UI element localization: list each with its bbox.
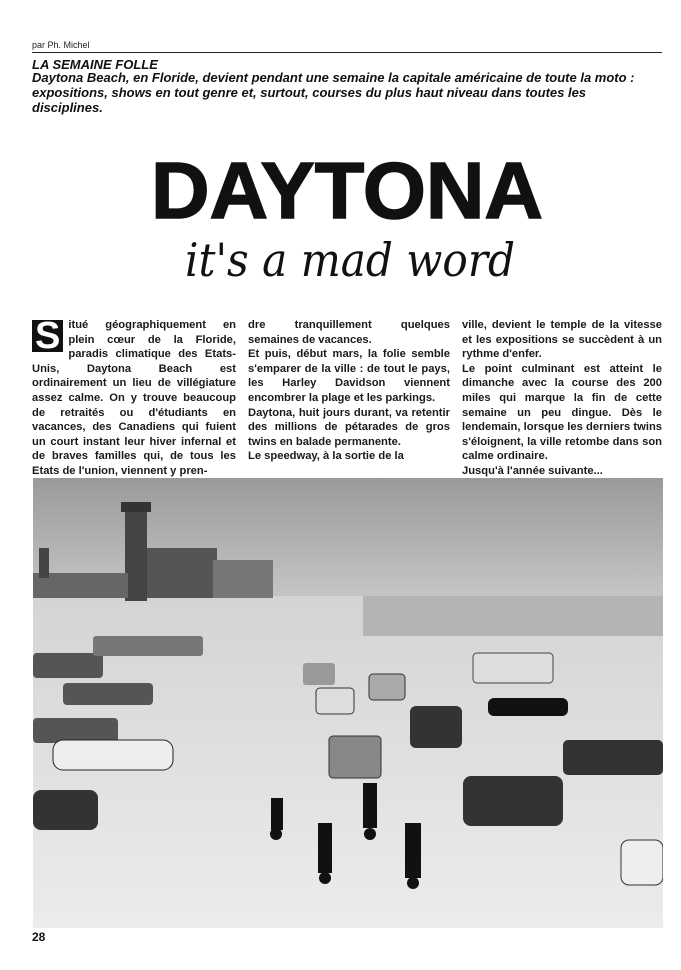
- building: [147, 548, 217, 598]
- tower: [125, 506, 147, 601]
- header-rule: [32, 52, 662, 53]
- spire: [39, 548, 49, 578]
- building-2: [213, 560, 273, 598]
- tagline-text: it's a mad word: [185, 233, 515, 287]
- article-column-3: [462, 318, 662, 479]
- logo-title: DAYTONA: [151, 150, 543, 222]
- article-lede: Daytona Beach, en Floride, devient pendant une semaine la capitale américaine de toute la moto : expositions, shows en tout genre et, surtout, courses du plus haut niveau dans toutes les disciplines.: [32, 70, 635, 115]
- column-2-text: dre tranquillement quelques semaines de vacances. Et puis, début mars, la folie semble s'emparer de la ville : de tout le pays, les Harley Davidson viennent encombrer la plage et les parkings. Daytona, huit jours durant, va retentir des millions de pétarades de gros twins en balade permanente. Le speedway, à la sortie de la: [248, 319, 450, 463]
- ocean: [363, 596, 663, 636]
- beach-photo: [33, 478, 663, 928]
- tagline: [180, 226, 520, 296]
- section-kicker: LA SEMAINE FOLLE: [32, 57, 158, 72]
- column-3-text: ville, devient le temple de la vitesse et les expositions se succèdent à un rythme d'enfer. Le point culminant est atteint le dimanche avec la course des 200 miles qui marque la fin de cette semaine un peu dingue. Dès le lendemain, lorsque les derniers twins s'éloignent, la ville retombe dans son calme ordinaire. Jusqu'à l'année suivante...: [462, 319, 662, 477]
- daytona-logo: [150, 150, 545, 222]
- article-column-1: [32, 315, 236, 479]
- article-column-2: [248, 318, 450, 464]
- tower-top: [121, 502, 151, 512]
- page-number: 28: [32, 930, 46, 944]
- drop-cap: S: [32, 320, 63, 352]
- column-1-text: itué géographiquement en plein cœur de la Floride, paradis climatique des Etats-Unis, Daytona Beach est ordinairement un lieu de villégiature assez calme. On y trouve beaucoup de retraités ou d'étudiants en vacances, des Canadiens qui fuient un court instant leur hiver infernal et de braves familles qui, de tous les Etats de l'union, viennent y pren-: [32, 319, 236, 477]
- byline: par Ph. Michel: [32, 40, 90, 50]
